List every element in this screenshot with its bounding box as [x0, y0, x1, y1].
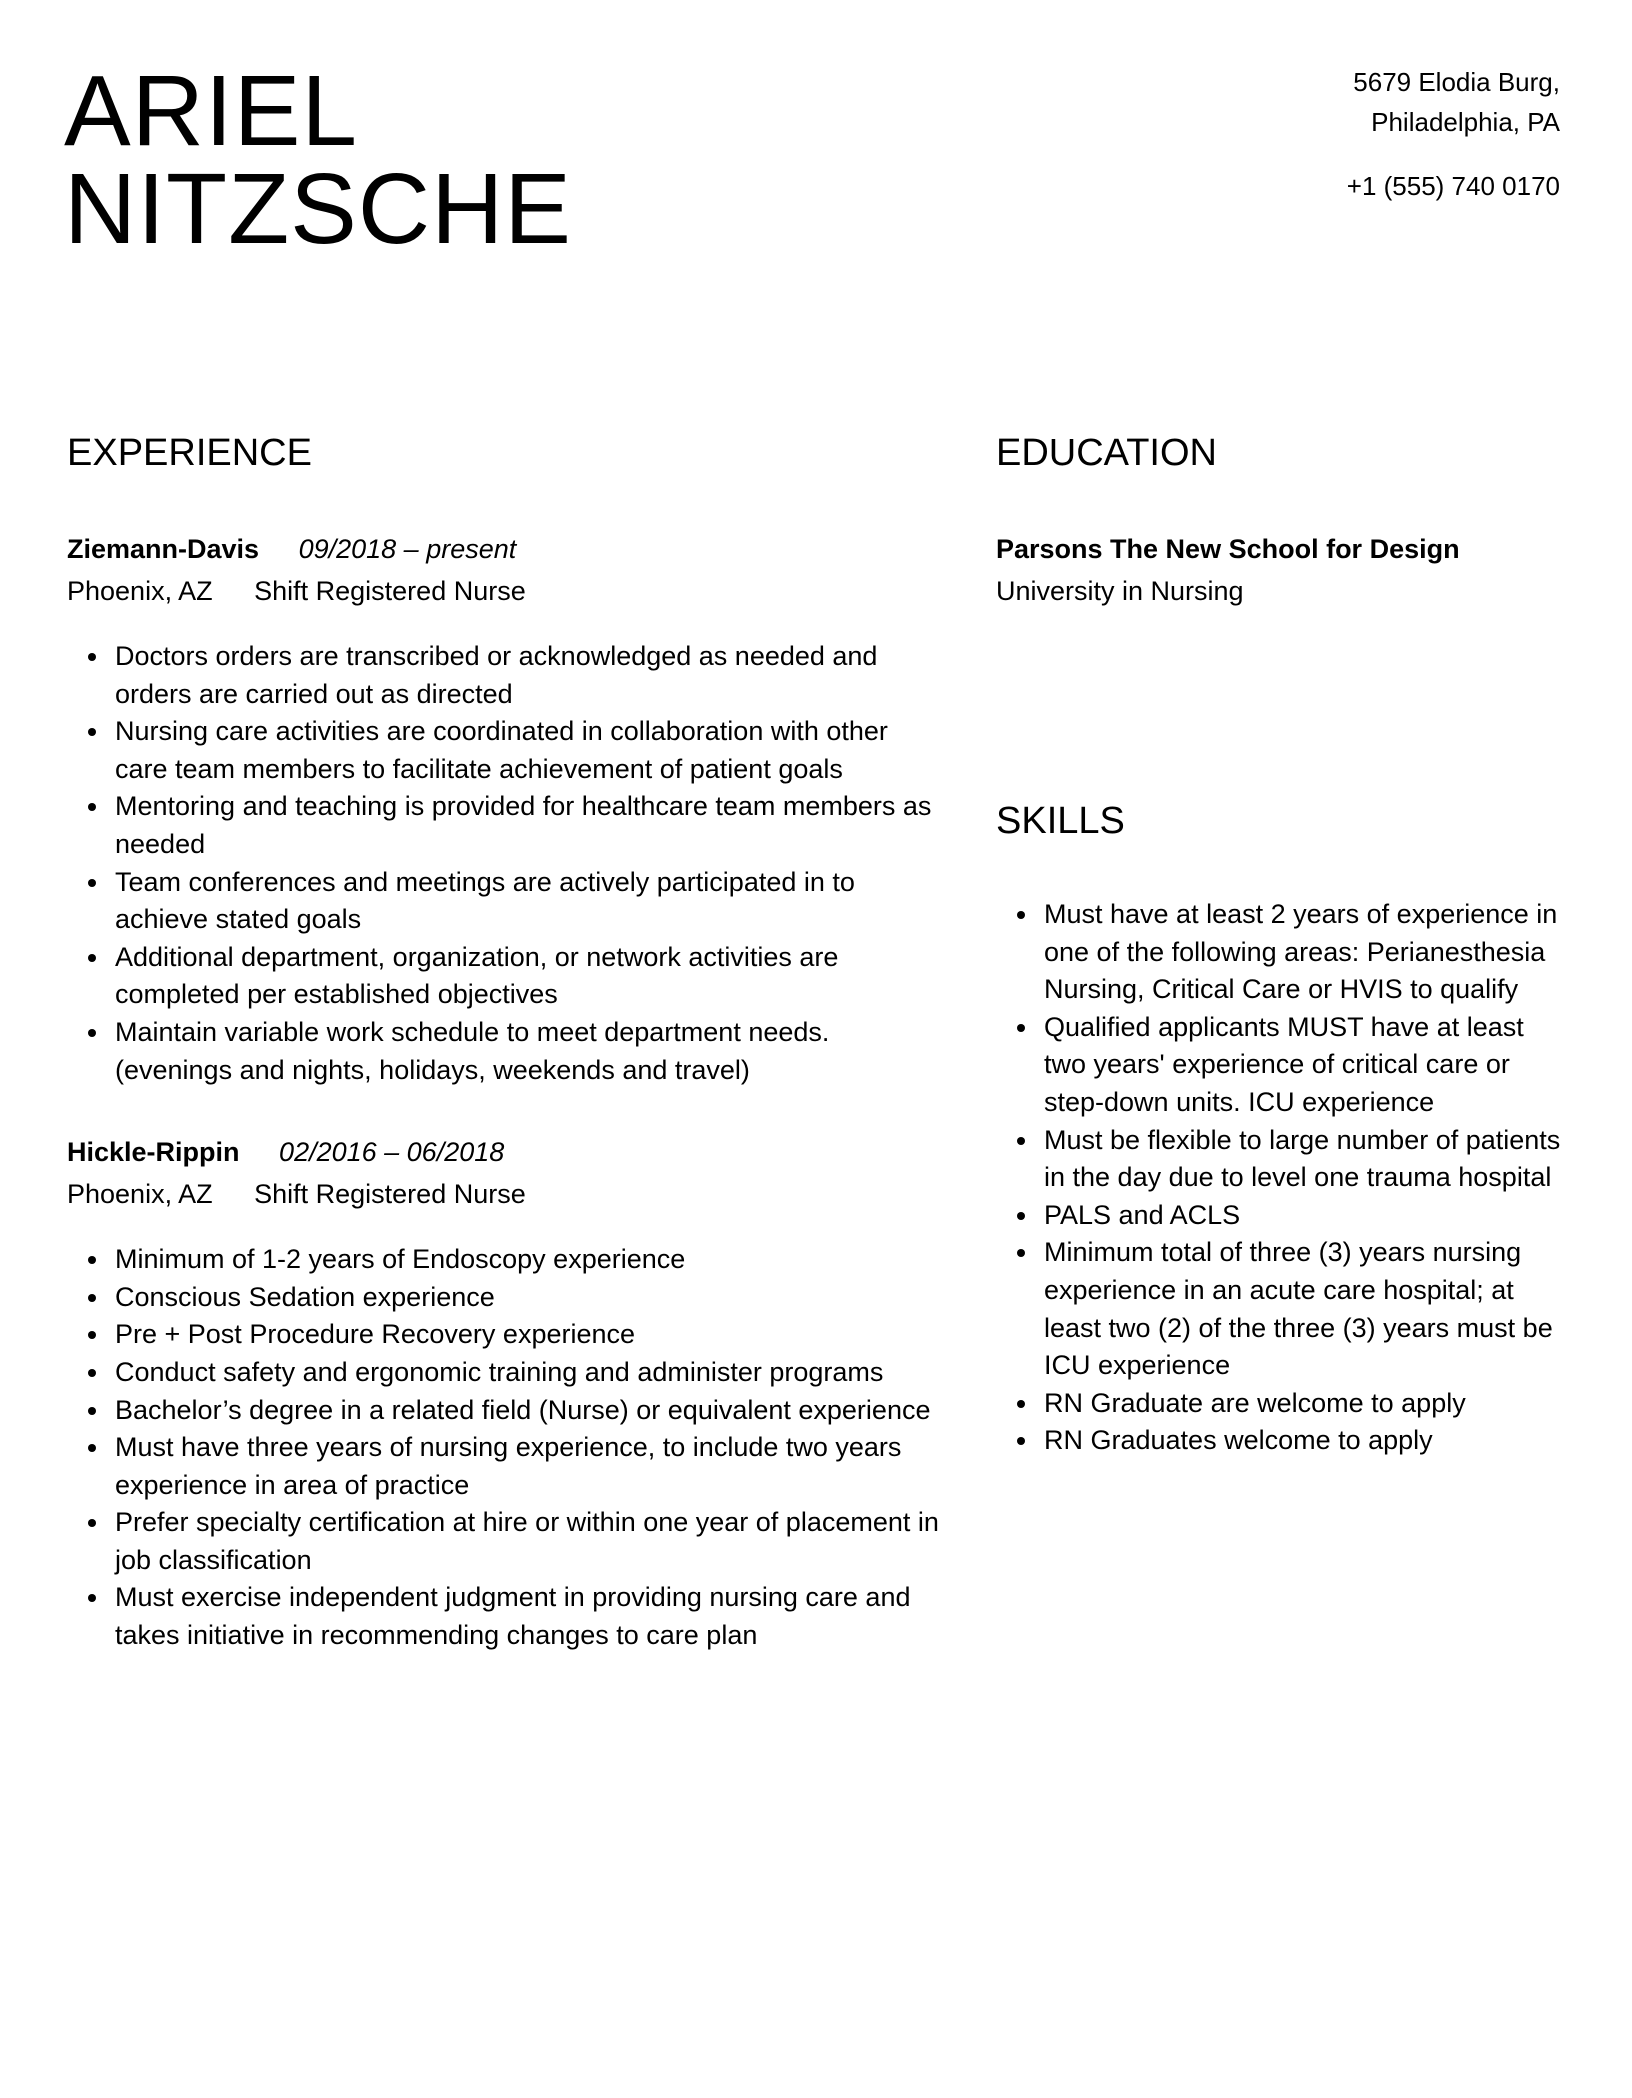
- list-item: • RN Graduates welcome to apply: [1040, 1422, 1566, 1460]
- degree: University in Nursing: [996, 576, 1244, 606]
- job-bullets: [67, 638, 947, 1089]
- candidate-name: [64, 55, 572, 265]
- skills-section: [996, 798, 1566, 1460]
- address-line1: 5679 Elodia Burg,: [1353, 67, 1560, 97]
- list-item: • Conscious Sedation experience: [111, 1279, 947, 1317]
- list-item: • Nursing care activities are coordinated in collaboration with other care team members to facilitate achievement of patient goals: [111, 713, 947, 788]
- job-list: [67, 528, 947, 1655]
- section-heading: SKILLS: [996, 800, 1125, 842]
- section-heading: EXPERIENCE: [67, 432, 312, 474]
- list-item: • Additional department, organization, or network activities are completed per established objectives: [111, 939, 947, 1014]
- list-item: • Prefer specialty certification at hire or within one year of placement in job classification: [111, 1504, 947, 1579]
- list-item: • Must have three years of nursing experience, to include two years experience in area of practice: [111, 1429, 947, 1504]
- job-bullets: [67, 1241, 947, 1655]
- job-header: [67, 1131, 947, 1173]
- list-item: • PALS and ACLS: [1040, 1197, 1566, 1235]
- list-item: • Minimum total of three (3) years nursing experience in an acute care hospital; at least two (2) of the three (3) years must be ICU experience: [1040, 1234, 1566, 1384]
- phone: +1 (555) 740 0170: [1346, 171, 1560, 201]
- contact-info: [1347, 62, 1560, 206]
- first-name: ARIEL: [64, 55, 359, 167]
- list-item: • Maintain variable work schedule to meet department needs. (evenings and nights, holidays, weekends and travel): [111, 1014, 947, 1089]
- school-name: Parsons The New School for Design: [996, 534, 1460, 564]
- job-subheader: [67, 570, 947, 612]
- address-line2: Philadelphia, PA: [1371, 107, 1560, 137]
- education-section: [996, 430, 1566, 612]
- experience-section: [67, 430, 947, 1697]
- job-header: [67, 528, 947, 570]
- job-subheader: [67, 1173, 947, 1215]
- list-item: • Bachelor’s degree in a related field (Nurse) or equivalent experience: [111, 1392, 947, 1430]
- list-item: • Doctors orders are transcribed or acknowledged as needed and orders are carried out as directed: [111, 638, 947, 713]
- list-item: • Conduct safety and ergonomic training and administer programs: [111, 1354, 947, 1392]
- job-location: Phoenix, AZ: [67, 1179, 213, 1210]
- list-item: • RN Graduate are welcome to apply: [1040, 1385, 1566, 1423]
- last-name: NITZSCHE: [64, 153, 572, 265]
- list-item: • Must have at least 2 years of experience in one of the following areas: Perianesthesia Nursing, Critical Care or HVIS to qualify: [1040, 896, 1566, 1009]
- job-dates: 02/2016 – 06/2018: [279, 1137, 505, 1168]
- job-title: Shift Registered Nurse: [254, 576, 526, 606]
- list-item: • Pre + Post Procedure Recovery experience: [111, 1316, 947, 1354]
- list-item: • Must be flexible to large number of patients in the day due to level one trauma hospital: [1040, 1122, 1566, 1197]
- list-item: • Team conferences and meetings are actively participated in to achieve stated goals: [111, 864, 947, 939]
- list-item: • Minimum of 1-2 years of Endoscopy experience: [111, 1241, 947, 1279]
- job-title: Shift Registered Nurse: [254, 1179, 526, 1210]
- company-name: Ziemann-Davis: [67, 534, 260, 564]
- section-heading: EDUCATION: [996, 432, 1217, 474]
- spacer: [1347, 142, 1560, 166]
- list-item: • Must exercise independent judgment in providing nursing care and takes initiative in recommending changes to care plan: [111, 1579, 947, 1654]
- list-item: • Qualified applicants MUST have at least two years' experience of critical care or step-down units. ICU experience: [1040, 1009, 1566, 1122]
- list-item: • Mentoring and teaching is provided for healthcare team members as needed: [111, 788, 947, 863]
- company-name: Hickle-Rippin: [67, 1137, 240, 1168]
- job-entry: [67, 1131, 947, 1655]
- job-entry: [67, 528, 947, 1089]
- skills-list: [996, 896, 1566, 1460]
- job-location: Phoenix, AZ: [67, 576, 213, 606]
- job-dates: 09/2018 – present: [298, 534, 517, 564]
